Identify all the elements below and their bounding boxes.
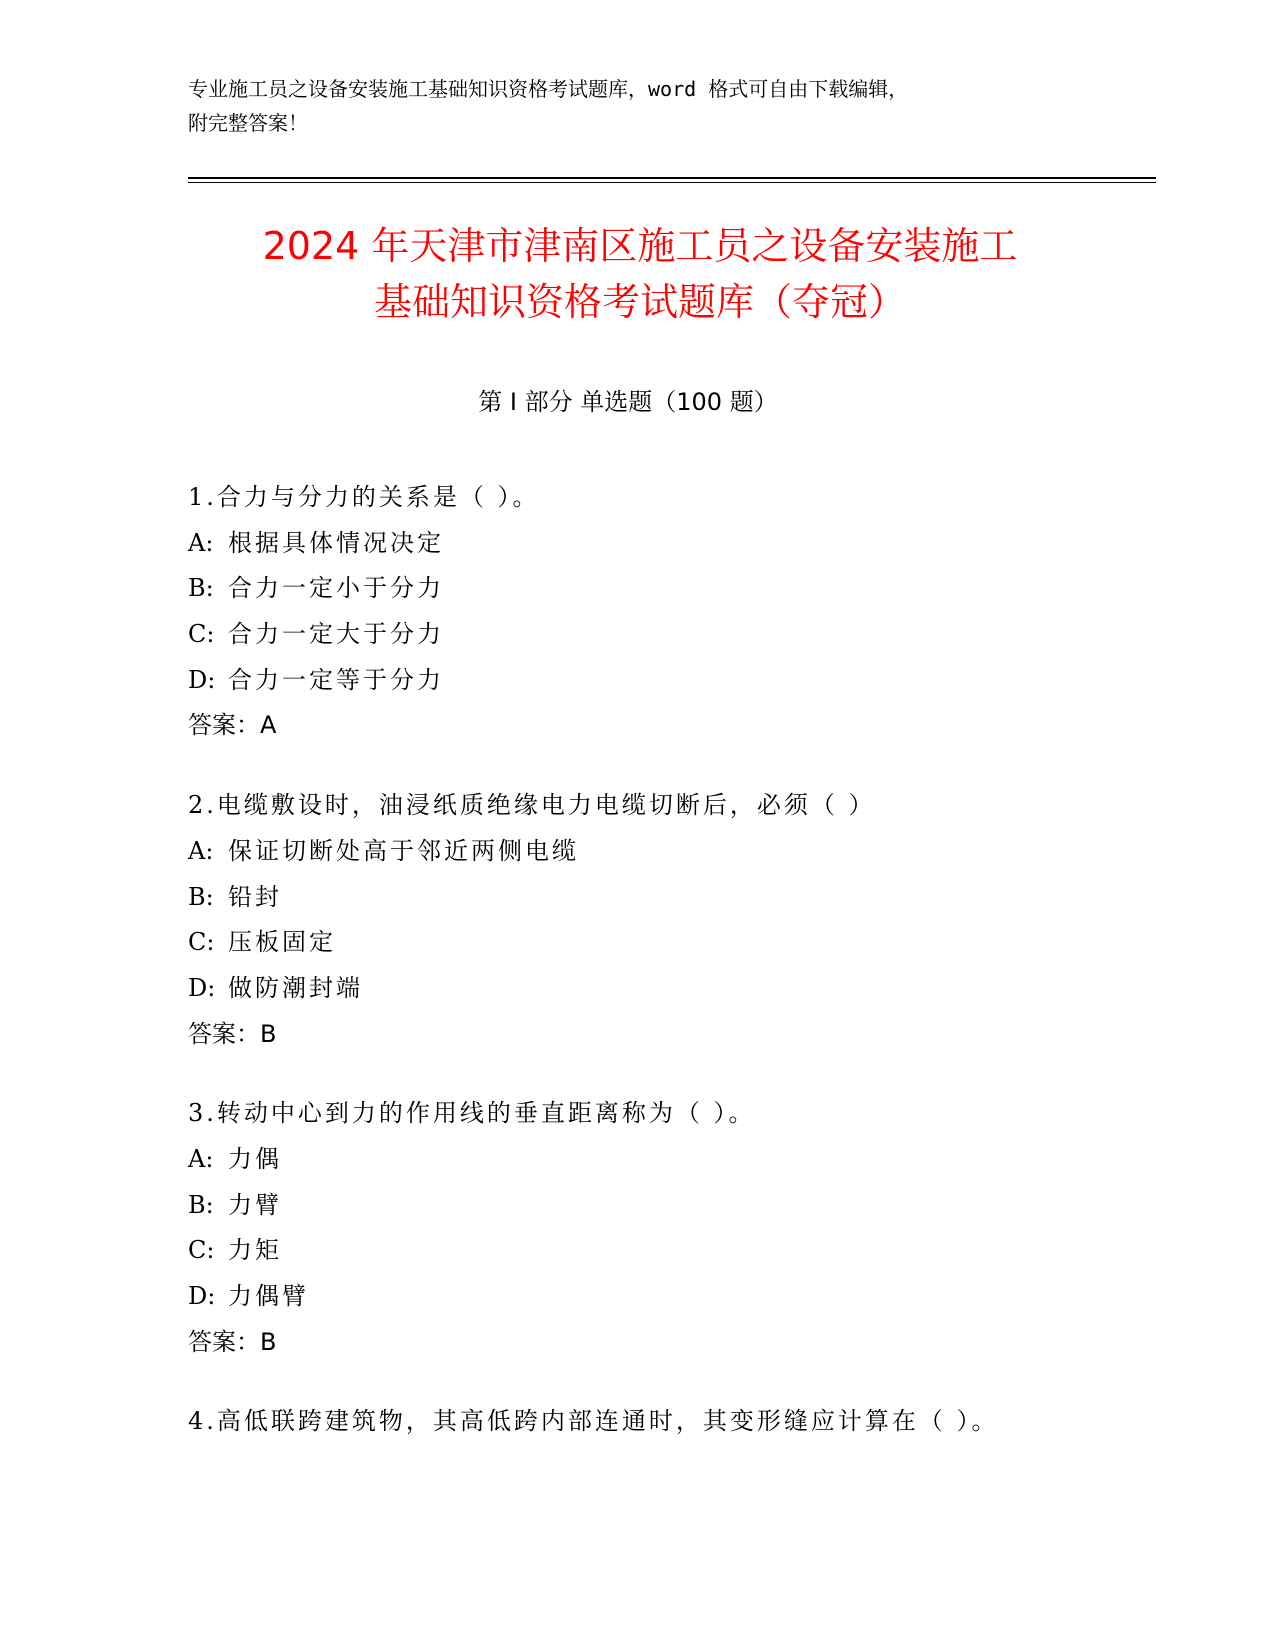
question-stem: 2.电缆敷设时，油浸纸质绝缘电力电缆切断后，必须（ ）: [188, 791, 876, 820]
option-letter: B:: [188, 574, 214, 603]
header-note-line-1: 专业施工员之设备安装施工基础知识资格考试题库，word 格式可自由下载编辑，: [188, 77, 909, 101]
option-text: 保证切断处高于邻近两侧电缆: [228, 836, 579, 865]
option-d: [188, 658, 1148, 704]
option-text: 合力一定大于分力: [228, 620, 444, 649]
question-stem: 1.合力与分力的关系是（ ）。: [188, 483, 540, 511]
option-text: 铅封: [228, 882, 282, 911]
header-divider-thin: [188, 182, 1156, 183]
document-title-line-2: 基础知识资格考试题库（夺冠）: [373, 280, 906, 324]
option-text: 做防潮封端: [228, 973, 363, 1002]
option-b: [188, 875, 1148, 921]
option-text: 力矩: [228, 1236, 282, 1265]
option-letter: C:: [188, 928, 215, 957]
option-text: 合力一定等于分力: [228, 665, 444, 694]
option-text: 根据具体情况决定: [228, 528, 444, 557]
question-3: [188, 1091, 1148, 1365]
option-letter: B:: [188, 882, 214, 911]
option-a: [188, 829, 1148, 875]
answer-line: 答案：B: [188, 1327, 277, 1356]
option-letter: C:: [188, 620, 215, 649]
answer-line: 答案：A: [188, 711, 277, 740]
option-c: [188, 920, 1148, 966]
option-text: 压板固定: [228, 928, 336, 957]
option-letter: D:: [188, 1282, 216, 1310]
option-c: [188, 612, 1148, 658]
option-b: [188, 1183, 1148, 1229]
option-d: [188, 1274, 1148, 1320]
question-1: [188, 475, 1148, 749]
option-text: 力偶: [228, 1144, 282, 1173]
option-letter: D:: [188, 665, 216, 694]
header-note-line-2: 附完整答案！: [188, 111, 308, 135]
option-letter: C:: [188, 1236, 215, 1265]
option-text: 合力一定小于分力: [228, 574, 444, 603]
question-4: [188, 1399, 1148, 1445]
option-c: [188, 1228, 1148, 1274]
header-note: [188, 72, 1088, 140]
document-title: [180, 218, 1100, 330]
option-letter: A:: [188, 836, 214, 865]
option-text: 力偶臂: [228, 1282, 309, 1310]
section-heading: 第 I 部分 单选题（100 题）: [478, 388, 778, 416]
question-list: [188, 475, 1148, 1479]
option-letter: A:: [188, 1144, 214, 1173]
answer-line: 答案：B: [188, 1019, 277, 1048]
question-stem: 3.转动中心到力的作用线的垂直距离称为（ ）。: [188, 1099, 756, 1128]
option-text: 力臂: [228, 1190, 282, 1219]
document-title-line-1: 2024 年天津市津南区施工员之设备安装施工: [262, 224, 1018, 268]
option-b: [188, 566, 1148, 612]
question-2: [188, 783, 1148, 1057]
option-a: [188, 1137, 1148, 1183]
option-letter: B:: [188, 1190, 214, 1219]
header-divider-thick: [188, 177, 1156, 179]
option-letter: D:: [188, 973, 216, 1002]
option-d: [188, 966, 1148, 1012]
option-a: [188, 521, 1148, 567]
option-letter: A:: [188, 528, 214, 557]
question-stem: 4.高低联跨建筑物，其高低跨内部连通时，其变形缝应计算在（ ）。: [188, 1407, 999, 1436]
